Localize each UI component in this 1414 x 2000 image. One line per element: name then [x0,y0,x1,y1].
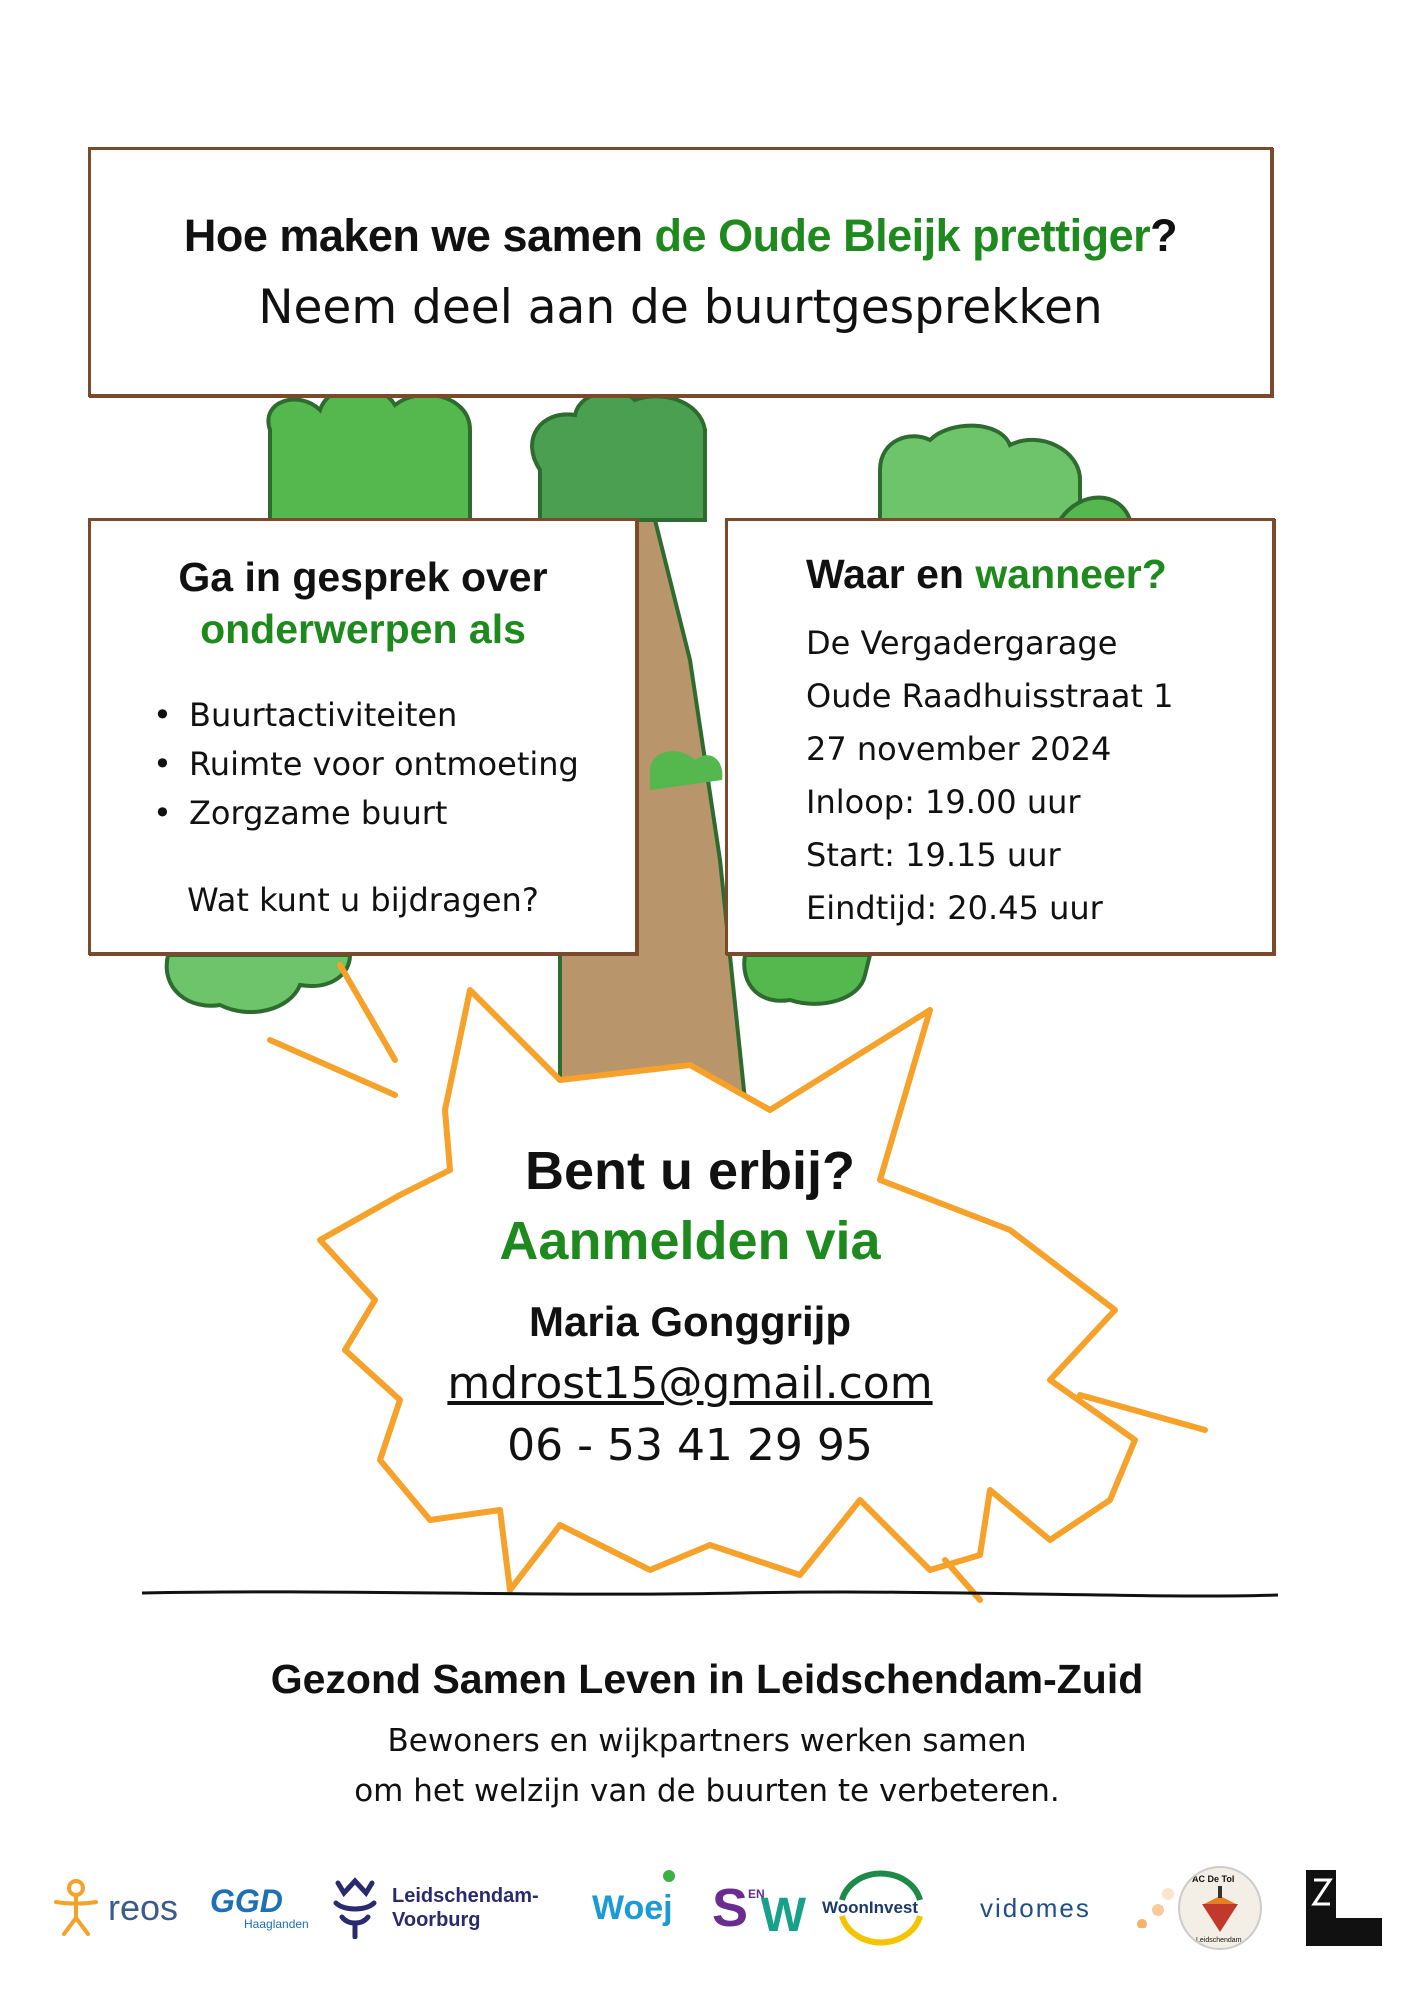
reos-figure-icon [50,1878,102,1938]
where-when-box [725,518,1275,955]
ac-de-tol-text: AC De Tol [1192,1874,1235,1884]
l-logo [1304,1868,1384,1948]
woej-text: Woej [592,1888,673,1927]
contact-email-link[interactable]: mdrost15@gmail.com [447,1358,933,1409]
topics-box [88,518,638,955]
ac-de-tol-badge [1178,1866,1262,1950]
signup-via: Aanmelden via [499,1211,881,1271]
page-subtitle: Neem deel aan de buurtgesprekken [258,280,1103,335]
ggd-subtext: Haaglanden [244,1917,309,1931]
page-title [91,210,1270,262]
end-time: Eindtijd: 20.45 uur [806,889,1103,927]
where-when-heading-highlight: wanneer? [975,551,1167,597]
where-when-details [806,617,1174,935]
contact-name: Maria Gonggrijp [528,1298,851,1345]
topics-question: Wat kunt u bijdragen? [187,881,539,919]
burst-ray-2 [270,1040,395,1095]
venue-address: Oude Raadhuisstraat 1 [806,677,1174,715]
sew-w: W [760,1888,807,1942]
where-when-heading-prefix: Waar en [806,551,976,597]
reos-text: reos [108,1887,179,1928]
ggd-logo [210,1868,309,1948]
contact-phone: 06 - 53 41 29 95 [507,1420,873,1471]
footer-line-2: om het welzijn van de buurten te verbeteren. [354,1773,1060,1809]
wooninvest-text: WoonInvest [822,1898,919,1917]
lv-line-1: Leidschendam- [392,1885,539,1907]
title-prefix: Hoe maken we samen [183,210,655,261]
vidomes-dots-icon [1040,1868,1180,1928]
woej-logo [592,1868,679,1948]
where-when-heading [806,551,1167,598]
footer-line-1: Bewoners en wijkpartners werken samen [387,1723,1027,1759]
title-box [88,147,1273,397]
sew-s: S [712,1878,749,1938]
title-suffix: ? [1150,210,1178,261]
crown-emblem-icon [330,1877,380,1939]
lv-line-2: Voorburg [392,1909,481,1931]
woej-figure-icon [659,1868,679,1908]
signup-question: Bent u erbij? [524,1141,855,1201]
sew-logo [712,1868,806,1948]
title-highlight: de Oude Bleijk prettiger [654,210,1151,261]
walk-in-time: Inloop: 19.00 uur [806,783,1081,821]
ggd-text: GGD [210,1883,283,1919]
vidomes-logo [980,1868,1091,1948]
list-item: • Buurtactiviteiten [153,691,579,740]
topics-list [153,691,579,838]
l-mark-icon [1304,1868,1384,1948]
topics-heading-line1: Ga in gesprek over [178,554,548,600]
burst-ray-1 [340,965,395,1060]
burst-outline [320,990,1135,1590]
leidschendam-voorburg-logo [330,1868,539,1948]
topics-heading [91,551,635,655]
venue-name: De Vergadergarage [806,624,1118,662]
list-item: • Ruimte voor ontmoeting [153,740,579,789]
wooninvest-logo [822,1868,918,1948]
vidomes-text: vidomes [980,1892,1091,1923]
ac-de-tol-subtext: Leidschendam [1196,1937,1242,1944]
topics-heading-line2: onderwerpen als [200,606,526,652]
footer-title: Gezond Samen Leven in Leidschendam-Zuid [270,1656,1144,1702]
sew-en: EN [748,1887,765,1901]
list-item: • Zorgzame buurt [153,789,579,838]
start-time: Start: 19.15 uur [806,836,1061,874]
ground-divider [140,1585,1280,1605]
ac-de-tol-logo [1178,1868,1262,1948]
reos-logo [50,1868,178,1948]
event-date: 27 november 2024 [806,730,1112,768]
